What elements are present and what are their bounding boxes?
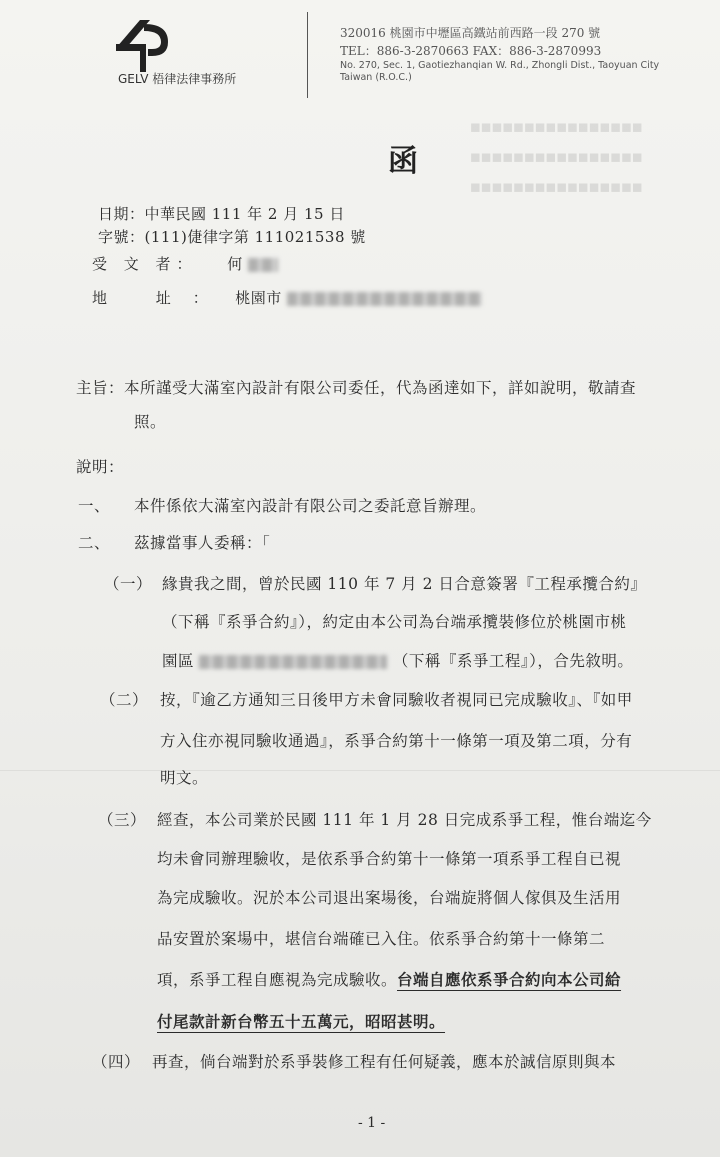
subitem-2-line-2: 方入住亦視同驗收通過』，系爭合約第十一條第一項及第二項，分有 bbox=[160, 732, 633, 750]
subitem-1-line-2: （下稱『系爭合約』），約定由本公司為台端承攬裝修位於桃園市桃 bbox=[162, 613, 627, 631]
firm-logo-icon bbox=[110, 14, 174, 74]
paper-fold-line bbox=[0, 770, 720, 771]
subitem-4-number: （四） bbox=[92, 1053, 141, 1071]
subitem-1-line-3b: （下稱『系爭工程』），合先敘明。 bbox=[392, 652, 634, 670]
firm-address-en-country: Taiwan (R.O.C.) bbox=[340, 72, 412, 83]
recipient-name: 何 bbox=[227, 255, 243, 273]
subitem-4-line-1: 再查，倘台端對於系爭裝修工程有任何疑義，應本於誠信原則與本 bbox=[152, 1053, 617, 1071]
address-label: 地 址： bbox=[92, 289, 230, 307]
item-one-text: 本件係依大滿室內設計有限公司之委託意旨辦理。 bbox=[134, 497, 487, 515]
subitem-3-line-2: 均未會同辦理驗收，是依系爭合約第十一條第一項系爭工程自已視 bbox=[157, 850, 622, 868]
subitem-3-line-6 bbox=[157, 1010, 445, 1032]
firm-address-zh: 320016 桃園市中壢區高鐵站前西路一段 270 號 bbox=[340, 26, 601, 40]
explanation-label: 說明： bbox=[76, 458, 125, 476]
reference-number: 字號：(111)倢律字第 111021538 號 bbox=[98, 228, 366, 246]
subitem-1-line-3a: 園區 bbox=[162, 652, 195, 670]
bleed-through-text: ◼◼◼◼◼◼◼◼◼◼◼◼◼◼◼◼ bbox=[470, 120, 643, 135]
subitem-1-number: （一） bbox=[104, 575, 153, 593]
bleed-through-text: ◼◼◼◼◼◼◼◼◼◼◼◼◼◼◼◼ bbox=[470, 150, 643, 165]
redacted-property-address bbox=[199, 655, 387, 669]
subitem-1-line-3 bbox=[162, 649, 633, 671]
firm-name: GELV 梧律法律事務所 bbox=[118, 72, 237, 86]
redacted-address bbox=[287, 292, 482, 306]
recipient-address: 桃園市 bbox=[235, 289, 282, 307]
subitem-2-line-1: 按，『逾乙方通知三日後甲方未會同驗收者視同已完成驗收』、『如甲 bbox=[160, 691, 633, 709]
subitem-3-emphasis-1: 台端自應依系爭合約向本公司給 bbox=[397, 970, 622, 989]
subject-text-1: 本所謹受大滿室內設計有限公司委任，代為函達如下，詳如說明，敬請查 bbox=[124, 379, 637, 397]
document-title: 函 bbox=[388, 144, 418, 179]
recipient-label: 受 文 者： bbox=[92, 255, 198, 273]
subitem-3-line-4: 品安置於案場中，堪信台端確已入住。依系爭合約第十一條第二 bbox=[157, 930, 606, 948]
date-line: 日期：中華民國 111 年 2 月 15 日 bbox=[98, 205, 345, 223]
address-line bbox=[92, 287, 482, 308]
item-one-number: 一、 bbox=[78, 497, 111, 515]
firm-address-en: No. 270, Sec. 1, Gaotiezhanqian W. Rd., Zhongli Dist., Taoyuan City bbox=[340, 60, 660, 71]
subitem-3-line-1: 經查，本公司業於民國 111 年 1 月 28 日完成系爭工程，惟台端迄今 bbox=[157, 811, 652, 829]
subject-line bbox=[76, 376, 636, 398]
subitem-3-emphasis-2: 付尾款計新台幣五十五萬元，昭昭甚明。 bbox=[157, 1012, 446, 1031]
redacted-name bbox=[248, 258, 278, 272]
item-two-text: 茲據當事人委稱：「 bbox=[134, 534, 271, 552]
page-number: - 1 - bbox=[358, 1115, 386, 1131]
bleed-through-text: ◼◼◼◼◼◼◼◼◼◼◼◼◼◼◼◼ bbox=[470, 180, 643, 195]
subitem-2-number: （二） bbox=[100, 691, 149, 709]
subitem-3-line-3: 為完成驗收。況於本公司退出案場後，台端旋將個人傢俱及生活用 bbox=[157, 889, 622, 907]
subitem-3-number: （三） bbox=[98, 811, 147, 829]
subitem-3-line-5 bbox=[157, 968, 621, 990]
header-divider bbox=[307, 12, 308, 98]
item-two-number: 二、 bbox=[78, 534, 111, 552]
subitem-1-line-1: 緣貴我之間，曾於民國 110 年 7 月 2 日合意簽署『工程承攬合約』 bbox=[162, 575, 647, 593]
subject-text-2: 照。 bbox=[134, 413, 167, 431]
subitem-2-line-3: 明文。 bbox=[160, 769, 209, 787]
recipient-line bbox=[92, 253, 278, 274]
firm-tel-fax: TEL：886-3-2870663 FAX：886-3-2870993 bbox=[340, 44, 602, 58]
subject-label: 主旨： bbox=[76, 379, 125, 397]
subitem-3-line-5a: 項，系爭工程自應視為完成驗收。 bbox=[157, 971, 398, 989]
